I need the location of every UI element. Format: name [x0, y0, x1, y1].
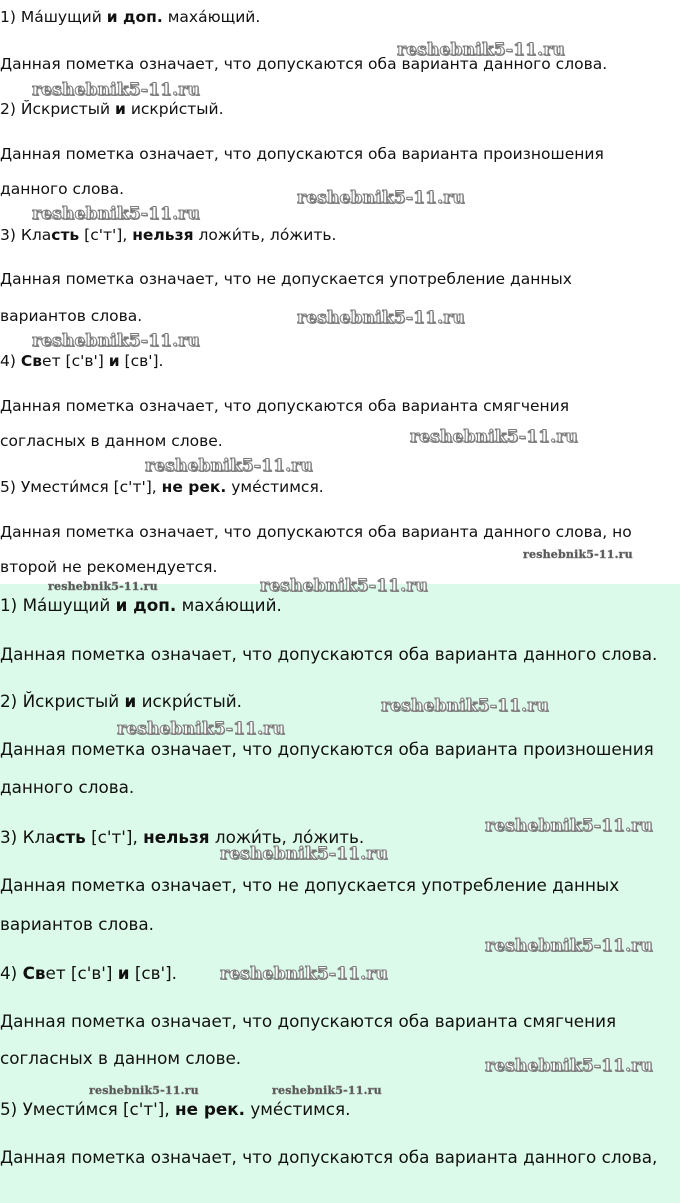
watermark: reshebnik5-11.ru — [117, 719, 285, 739]
word: Умести́мся [с'т'], — [20, 478, 162, 496]
item-2-explanation: Данная пометка означает, что допускаются оба варианта произношения — [0, 739, 654, 759]
word: Йскристый — [20, 100, 116, 118]
answer-block-original — [0, 0, 680, 584]
item-5-explanation: Данная пометка означает, что допускаются оба варианта данного слова, — [0, 1147, 658, 1167]
watermark: reshebnik5-11.ru — [32, 204, 200, 224]
watermark: reshebnik5-11.ru — [220, 964, 388, 984]
item-4-heading — [0, 350, 163, 372]
word: Йскристый — [22, 691, 125, 711]
watermark: reshebnik5-11.ru — [272, 1084, 382, 1097]
mark: и доп. — [106, 8, 163, 26]
item-3-explanation: Данная пометка означает, что не допускается употребление данных — [0, 270, 572, 288]
mark: и — [108, 352, 120, 370]
item-5-heading — [0, 476, 324, 498]
mark: сть — [51, 226, 80, 244]
word: искри́стый. — [136, 691, 242, 711]
mark: не рек. — [161, 478, 227, 496]
item-3-heading — [0, 224, 336, 246]
item-3-explanation: вариантов слова. — [0, 307, 143, 325]
word: Кла — [22, 827, 56, 847]
item-1-explanation: Данная пометка означает, что допускаются оба варианта данного слова. — [0, 55, 608, 73]
word: Ма́шущий — [22, 595, 116, 615]
mark: нельзя — [132, 226, 194, 244]
word: уме́стимся. — [226, 478, 324, 496]
item-4-explanation: Данная пометка означает, что допускаются оба варианта смягчения — [0, 1011, 617, 1031]
item-2-heading — [0, 690, 242, 712]
watermark: reshebnik5-11.ru — [260, 576, 428, 596]
item-number: 4) — [0, 963, 23, 983]
word: ложи́ть, ло́жить. — [193, 226, 337, 244]
item-3-explanation: вариантов слова. — [0, 914, 154, 934]
item-number: 1) — [0, 8, 21, 26]
watermark: reshebnik5-11.ru — [220, 844, 388, 864]
watermark: reshebnik5-11.ru — [48, 580, 158, 593]
item-4-heading — [0, 962, 177, 984]
mark: Св — [20, 352, 43, 370]
word: Кла — [20, 226, 52, 244]
item-number: 1) — [0, 595, 23, 615]
word: уме́стимся. — [244, 1099, 351, 1119]
word: Ма́шущий — [20, 8, 107, 26]
watermark: reshebnik5-11.ru — [485, 936, 653, 956]
watermark: reshebnik5-11.ru — [32, 80, 200, 100]
item-4-explanation: согласных в данном слове. — [0, 1048, 242, 1068]
item-number: 4) — [0, 352, 21, 370]
item-number: 3) — [0, 226, 21, 244]
item-2-explanation: данного слова. — [0, 180, 124, 198]
watermark: reshebnik5-11.ru — [381, 696, 549, 716]
mark: и — [117, 963, 130, 983]
item-number: 3) — [0, 827, 23, 847]
word: [св']. — [129, 963, 177, 983]
item-2-heading — [0, 98, 224, 120]
item-number: 2) — [0, 691, 23, 711]
mark: и — [124, 691, 137, 711]
word: маха́ющий. — [162, 8, 261, 26]
watermark: reshebnik5-11.ru — [297, 188, 465, 208]
watermark: reshebnik5-11.ru — [410, 427, 578, 447]
item-number: 5) — [0, 1099, 23, 1119]
watermark: reshebnik5-11.ru — [485, 816, 653, 836]
word: ложи́ть, ло́жить. — [209, 827, 365, 847]
item-1-explanation: Данная пометка означает, что допускаются оба варианта данного слова. — [0, 644, 658, 664]
mark: сть — [55, 827, 86, 847]
item-2-explanation: Данная пометка означает, что допускаются оба варианта произношения — [0, 145, 604, 163]
watermark: reshebnik5-11.ru — [32, 331, 200, 351]
word: ет [с'в'] — [45, 963, 118, 983]
word: маха́ющий. — [176, 595, 282, 615]
watermark: reshebnik5-11.ru — [523, 548, 633, 561]
word: искри́стый. — [125, 100, 224, 118]
item-1-heading — [0, 6, 260, 28]
mark: не рек. — [175, 1099, 245, 1119]
word: [с'т'], — [85, 827, 144, 847]
watermark: reshebnik5-11.ru — [297, 308, 465, 328]
watermark: reshebnik5-11.ru — [485, 1056, 653, 1076]
mark: Св — [22, 963, 46, 983]
item-1-heading — [0, 594, 282, 616]
word: Умести́мся [с'т'], — [22, 1099, 175, 1119]
watermark: reshebnik5-11.ru — [397, 40, 565, 60]
mark: и доп. — [115, 595, 177, 615]
item-3-explanation: Данная пометка означает, что не допускается употребление данных — [0, 875, 620, 895]
item-4-explanation: согласных в данном слове. — [0, 432, 223, 450]
item-number: 2) — [0, 100, 21, 118]
item-5-explanation: второй не рекомендуется. — [0, 558, 218, 576]
watermark: reshebnik5-11.ru — [145, 456, 313, 476]
item-4-explanation: Данная пометка означает, что допускаются оба варианта смягчения — [0, 397, 570, 415]
word: [с'т'], — [79, 226, 133, 244]
item-5-explanation: Данная пометка означает, что допускаются оба варианта данного слова, но — [0, 523, 632, 541]
item-2-explanation: данного слова. — [0, 777, 135, 797]
mark: и — [115, 100, 126, 118]
item-number: 5) — [0, 478, 21, 496]
mark: нельзя — [143, 827, 210, 847]
item-5-heading — [0, 1098, 350, 1120]
word: [св']. — [119, 352, 164, 370]
answer-block-highlighted — [0, 576, 680, 1203]
watermark: reshebnik5-11.ru — [89, 1084, 199, 1097]
word: ет [с'в'] — [42, 352, 109, 370]
